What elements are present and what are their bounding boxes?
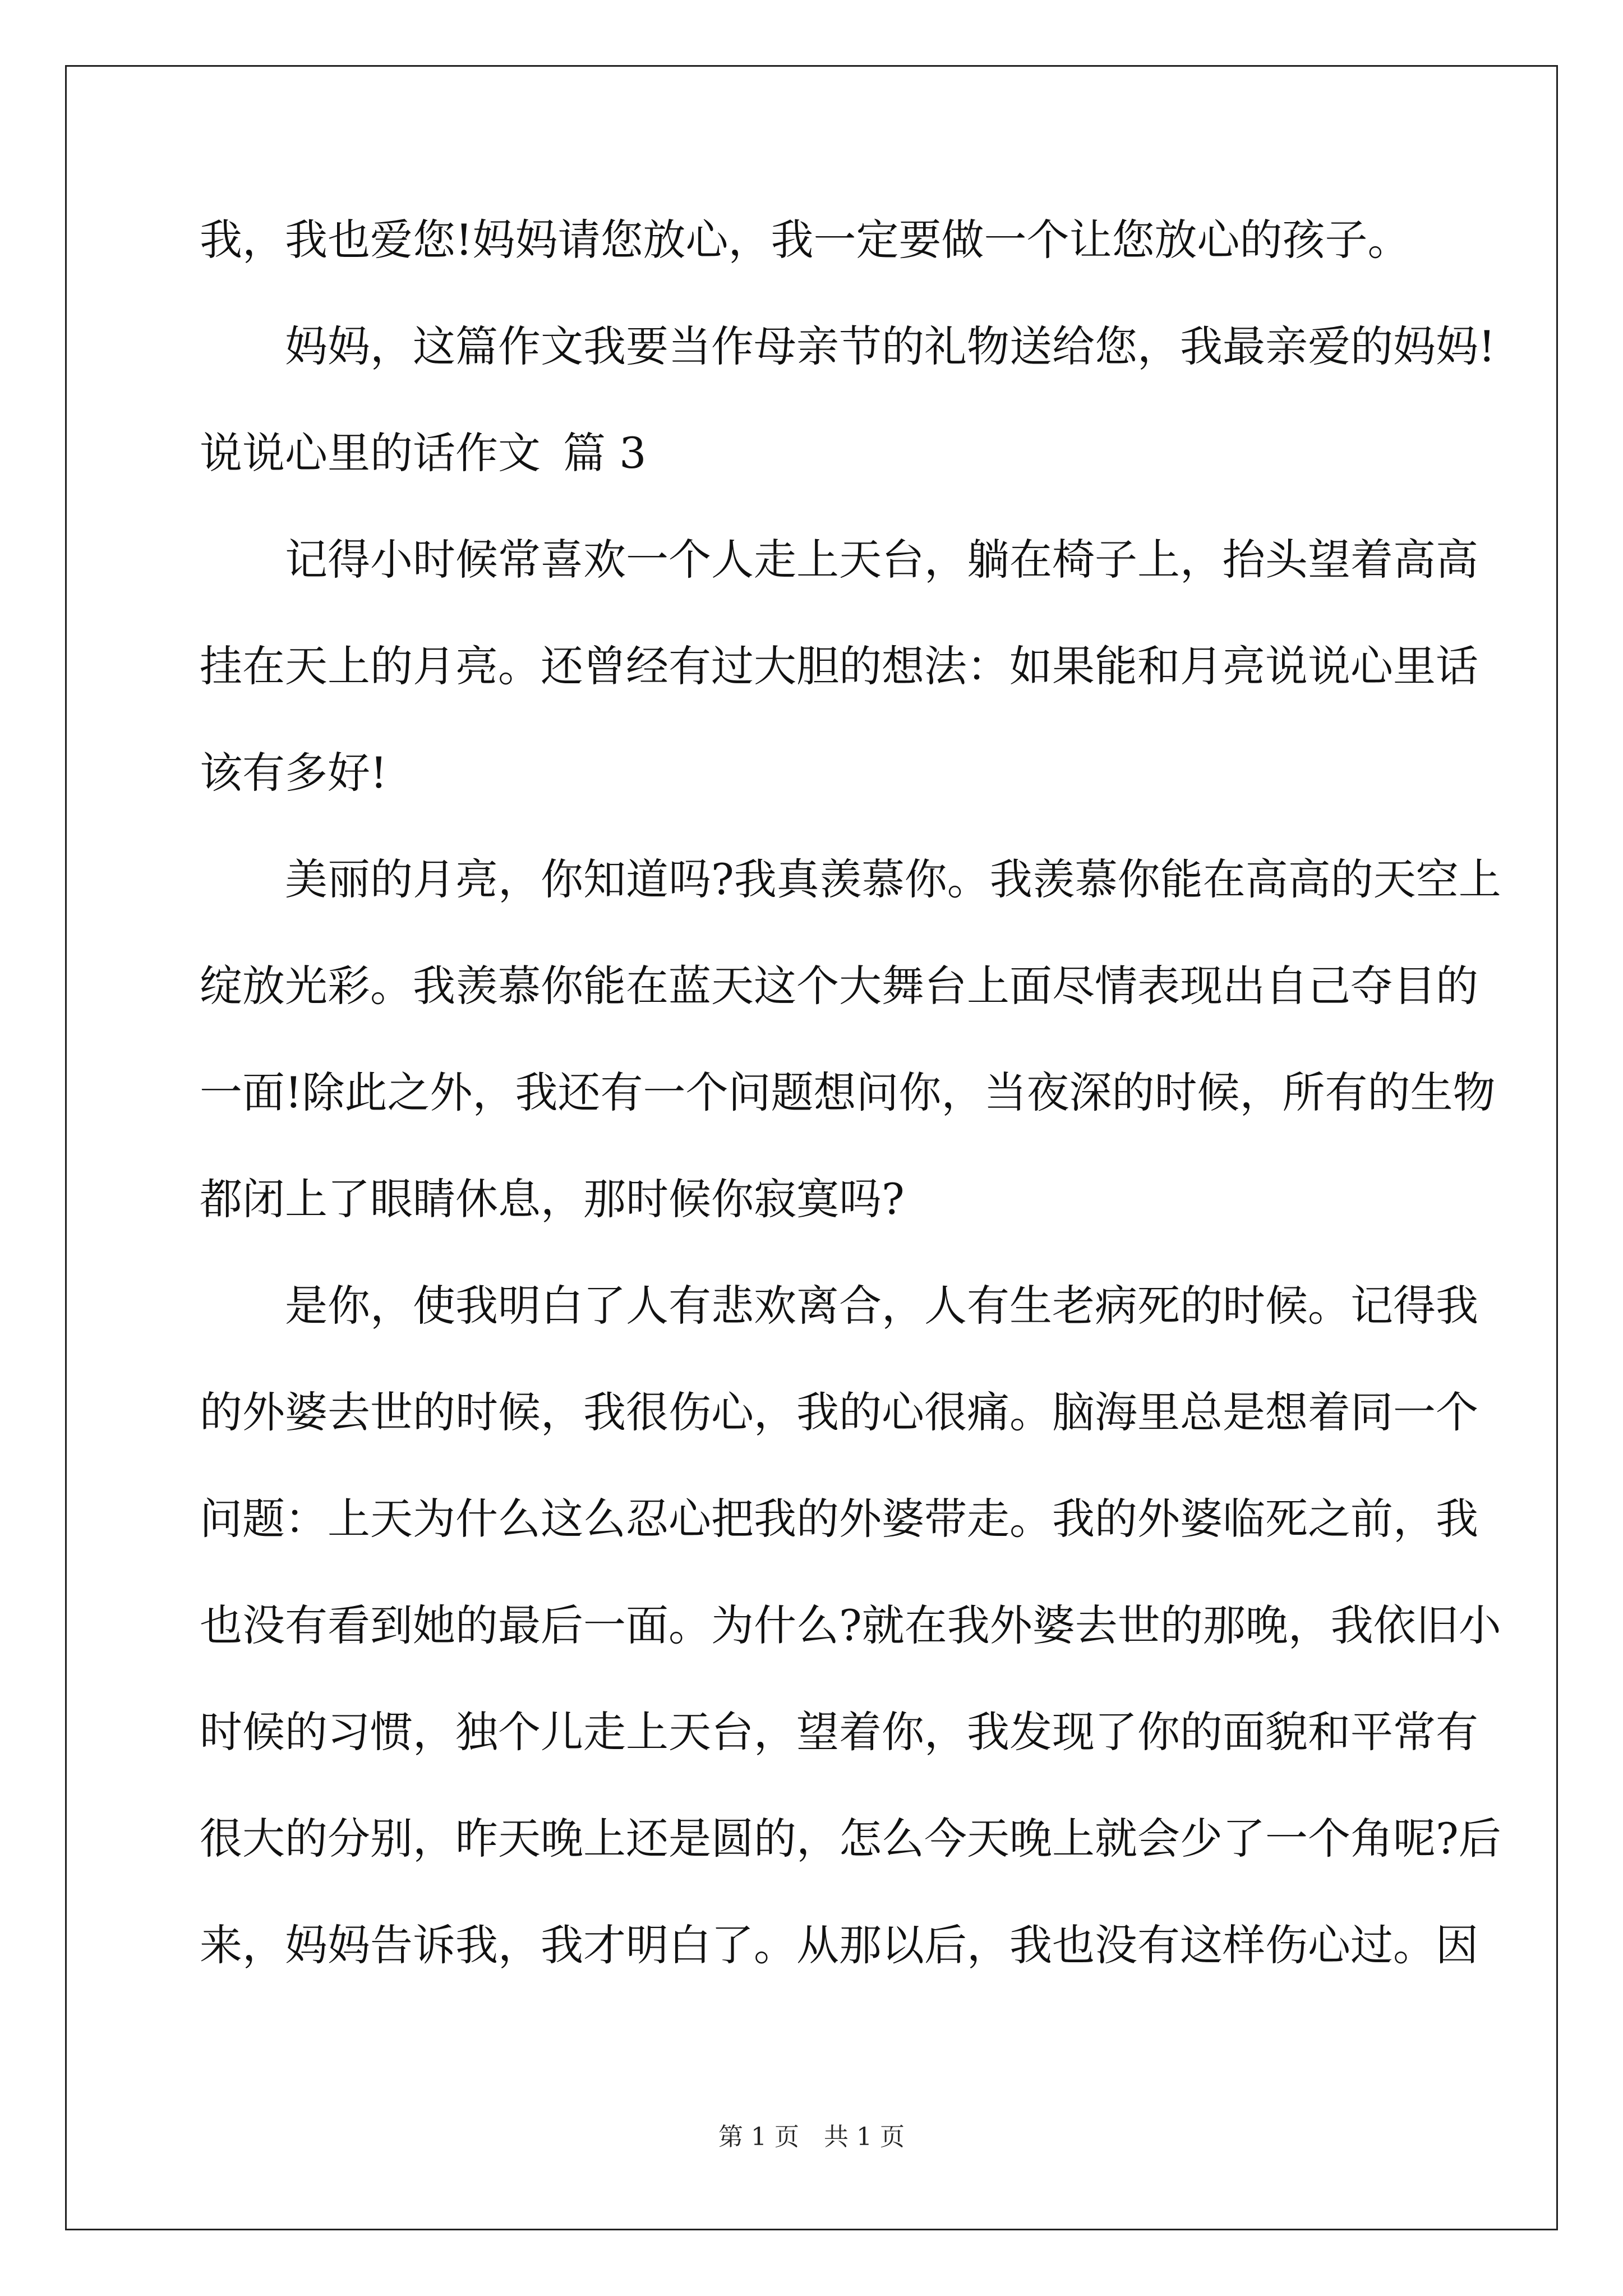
text-line: 时候的习惯，独个儿走上天台，望着你，我发现了你的面貌和平常有 — [200, 1707, 1478, 1757]
page-footer — [0, 2125, 1623, 2150]
text-line: 妈妈，这篇作文我要当作母亲节的礼物送给您，我最亲爱的妈妈! — [285, 321, 1496, 371]
text-line: 都闭上了眼睛休息，那时候你寂寞吗? — [200, 1174, 905, 1224]
document-body — [200, 215, 1501, 2031]
text-line: 的外婆去世的时候，我很伤心，我的心很痛。脑海里总是想着同一个 — [200, 1387, 1478, 1437]
text-line: 是你，使我明白了人有悲欢离合，人有生老病死的时候。记得我 — [285, 1281, 1478, 1331]
text-line: 挂在天上的月亮。还曾经有过大胆的想法：如果能和月亮说说心里话 — [200, 641, 1478, 691]
text-line: 美丽的月亮，你知道吗?我真羡慕你。我羡慕你能在高高的天空上 — [285, 854, 1501, 904]
text-line: 绽放光彩。我羡慕你能在蓝天这个大舞台上面尽情表现出自己夺目的 — [200, 961, 1478, 1011]
text-line: 也没有看到她的最后一面。为什么?就在我外婆去世的那晚，我依旧小 — [200, 1600, 1501, 1650]
text-line: 问题：上天为什么这么忍心把我的外婆带走。我的外婆临死之前，我 — [200, 1494, 1478, 1544]
text-line: 很大的分别，昨天晚上还是圆的，怎么今天晚上就会少了一个角呢?后 — [200, 1814, 1501, 1864]
text-line: 一面!除此之外，我还有一个问题想问你，当夜深的时候，所有的生物 — [200, 1068, 1496, 1117]
text-line: 来，妈妈告诉我，我才明白了。从那以后，我也没有这样伤心过。因 — [200, 1920, 1478, 1970]
text-line: 我，我也爱您!妈妈请您放心，我一定要做一个让您放心的孩子。 — [200, 215, 1410, 265]
section-heading: 说说心里的话作文 篇 3 — [200, 428, 647, 478]
page-number: 第 1 页 — [718, 2123, 799, 2151]
text-line: 该有多好! — [200, 748, 388, 798]
page-total: 共 1 页 — [824, 2123, 905, 2151]
text-line: 记得小时候常喜欢一个人走上天台，躺在椅子上，抬头望着高高 — [285, 535, 1478, 585]
